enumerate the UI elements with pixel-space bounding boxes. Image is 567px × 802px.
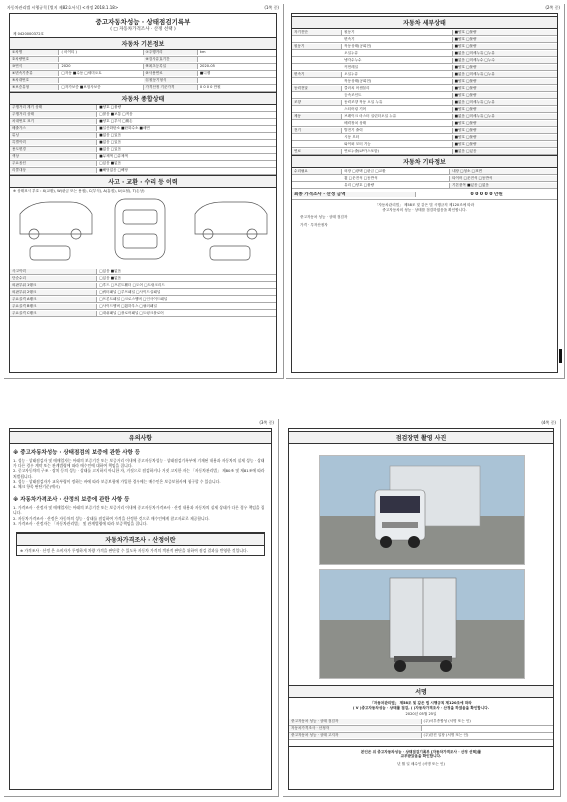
definition-box [16,532,265,556]
table-cell: ■해당없음 □해당 [99,168,128,173]
certification-text: 「자동차관리법」 제58조 및 같은 법 시행규칙 제120조에 따라 [374,203,475,207]
table-row [10,133,276,140]
page-number: (4쪽 중) [541,420,556,425]
page-header [7,420,274,426]
table-cell: 중고자동차 성능 · 상태 점검자 [289,719,422,724]
table-row [10,161,276,168]
table-cell: ■양호 □불량 [453,107,557,112]
scroll-marker [559,349,562,363]
front-view-outline [30,246,70,260]
table-row [10,126,276,133]
table-row [292,71,557,78]
form-page-4 [282,418,560,796]
form-frame [9,13,277,373]
table-cell: 오일누유 [342,72,452,77]
page-subtitle: ( □ 자동차가격조사 · 산정 선택 ) [110,27,176,32]
table-cell: ■없음 □미세누유 □누유 [453,51,557,56]
table-row [292,85,557,92]
table-row [292,127,557,134]
table-cell: ■양호 □불량 [453,142,557,147]
table-cell: ■양호 □불량 [99,105,122,110]
table-row [292,78,557,85]
table-row [292,29,557,36]
table-cell: 유리 □양호 □불량 [342,183,450,188]
table-row [292,57,557,64]
page-title: 중고자동차성능 · 상태점검기록부 [95,18,191,26]
page-number: (2쪽 중) [545,5,560,10]
table-cell: 기본품목 ■있음 □없음 [450,183,557,188]
wheel-icon [440,660,452,672]
table-row [292,134,557,141]
price-warranty-heading: ※ 자동차가격조사 · 산정의 보증에 관한 사항 등 [13,497,130,504]
table-cell: 원동기 [342,30,452,35]
table-cell: 제동 [292,114,342,119]
table-cell: ■디젤 [199,71,211,76]
table-cell: (주)서부종합성 (서명 또는 인) [423,719,471,724]
table-cell: 와이퍼 모터 기능 [342,142,452,147]
table-cell: ■없음 □있음 [99,147,122,152]
wheel-icon [394,660,406,672]
truck-front-photo [319,455,525,565]
note-paragraph: 2. 자동차가격조사 · 산정은 자동차의 성능 · 상태를 점검하여 가격을 산정한 것으로 매수인에게 참고자료로 제공합니다. [13,515,210,521]
table-cell: 자동차가격조사 · 산정자 [289,726,422,731]
table-row [289,726,553,733]
table-cell: □쿼터패널 □루프패널 □사이드실패널 [99,289,161,294]
table-row [10,147,276,154]
table-cell: 스티어링 기어 [342,107,452,112]
table-cell: ( 마이티 ) [59,50,143,55]
table-cell: ■없음 □미세누유 □누유 [453,114,557,119]
table-row [292,141,557,148]
table-cell: □많음 ■보통 □적음 [99,112,133,117]
table-cell: ⑨최초등록일 [144,64,198,69]
table-cell: 외판부위 2랭크 [10,290,97,295]
table-cell: 사고이력 [10,269,97,274]
table-cell: ■양호 □불량 [453,65,557,70]
rear-view-outline [210,246,250,260]
table-cell: ■양호 □불량 [453,79,557,84]
table-cell: ■양호 □불량 [453,86,557,91]
table-cell: 2020-05 [199,64,215,69]
table-cell: ■없음 □있음 [99,140,122,145]
table-cell: 튜닝 [10,133,97,138]
table-row [10,71,276,78]
table-cell: ■없음 □있음 [453,149,557,154]
table-cell: 주행거리 계기 상태 [10,105,97,110]
form-frame [9,428,272,790]
table-cell: ■양호 □불량 [453,44,557,49]
table-cell: 자기진단 [292,30,342,35]
table-cell: 연료누출(LP가스포함) [342,149,452,154]
signature-text: 「자동차관리법」 제58조 및 같은 법 시행규칙 제120조에 따라 [370,701,472,705]
page-header [286,420,556,426]
table-cell: (주)한진 일장 (서명 또는 인) [423,733,469,738]
table-cell: 작동상태(공회전) [342,44,452,49]
table-cell: 외장 □광택 □판금 □교환 [342,169,450,174]
table-cell: ■없음 □미세누수 □누수 [453,58,557,63]
section-general: 자동차 종합상태 [10,92,276,105]
table-cell: ■없음 □있음 [99,133,122,138]
table-cell: 발전기 출력 [342,128,452,133]
table-cell: 배력장치 상태 [342,121,452,126]
table-cell: 특별이력 [10,140,97,145]
rear-glass-outline [123,234,157,248]
table-cell: ①차명 [10,50,59,55]
truck-rear-photo [319,569,525,679]
table-cell: 주요골격 A랭크 [10,297,97,302]
section-etc: 자동차 기타정보 [292,155,557,168]
table-cell: □사이드멤버 □휠하우스 □필러패널 [99,303,157,308]
page-number: (3쪽 중) [259,420,274,425]
final-price-row [292,189,557,200]
table-cell: □있음 ■없음 [99,268,122,273]
table-row [292,168,557,175]
table-cell: □프론트패널 □크로스멤버 □인사이드패널 [99,296,168,301]
definition-box-text: ※ 가격조사 · 산정 은 소비자가 투명하게 차량 가격을 판단할 수 있도록 자동차 가격의 객관적 판단을 위하여 점검 결과를 반영한 것입니다. [20,548,248,554]
table-cell: 등속조인트 [342,93,452,98]
table-row [10,50,276,57]
final-price-label: 최종 가격조사 · 산정 금액 [292,192,416,197]
table-cell: □후드 □프론트휀더 □도어 □트렁크리드 [99,282,165,287]
table-row [292,99,557,106]
table-cell: 가격산정 기준가격 [144,85,198,90]
car-side-left-outline [20,202,92,234]
table-row [292,50,557,57]
appraiser-signature-line: 가격 · 투자산정자 [300,222,328,227]
table-cell: ■양호 □불량 [453,37,557,42]
note-paragraph: 4. 체크 항목 판단기준(예시) [13,484,60,490]
wheel-icon [380,536,392,548]
table-cell: ■없음 □미세누유 □누유 [453,100,557,105]
page-header [289,5,560,11]
table-row [292,148,557,155]
table-cell: km [199,50,206,55]
table-cell: ③연식 [10,64,59,69]
table-cell: 색상 [10,154,97,159]
windshield-outline [123,210,157,224]
table-row [292,175,557,182]
table-cell: ②차량번호 [10,57,59,62]
table-cell: ④변속기종류 [10,71,59,76]
table-cell: ⑤차대번호 [10,78,59,83]
table-row [10,168,276,175]
table-row [10,289,276,296]
note-paragraph: 1. 가격조사 · 산정자 및 매매업자는 아래의 보증기간 또는 보증거리 이내에 중고자동차가격조사 · 산정 내용과 자동차의 실제 상태가 다른 경우 책임을 집니다. [13,505,265,516]
table-cell: 휠 □운전석 □동반석 [342,176,450,181]
table-row [10,275,276,282]
inspector-signature-line: 중고자동차 성능 · 상태 점검자 [300,215,348,220]
table-cell: 배출가스 [10,126,97,131]
table-cell: ■없음 □미세누유 □누유 [453,72,557,77]
photo-section-title: 점검장면 촬영 사진 [289,431,553,444]
vehicle-diagram [10,194,276,264]
table-row [10,140,276,147]
document-number: 제 0420000372호 [13,32,44,36]
etc-info-table [292,168,557,189]
page-header [7,5,279,11]
note-paragraph: 1. 성능 · 상태점검자 및 매매업자는 아래의 보증기간 또는 보증거리 이내에 중고자동차성능 · 상태점검기록부에 기재된 내용과 자동차의 실제 성능 · 상태가 다른 경우 계약 또는 관계법령에 따라 매수인에 대하여 책임을 집니다. [13,458,265,469]
table-cell: 내장 □청소 □표면 [450,169,557,174]
wheel-icon [408,536,420,548]
table-cell: ⑩사용연료 [144,71,198,76]
table-row [10,282,276,289]
table-cell: ■양호 □불량 [453,30,557,35]
table-cell: ■무채색 □유채색 [99,154,128,159]
table-cell: 주행거리 상태 [10,112,97,117]
windshield [380,496,420,513]
table-cell: □대쉬패널 □플로어패널 □트렁크플로어 [99,310,164,315]
signature-text-2: ( V )중고자동차성능 · 상태를 점검, ( )자동차가격조사 · 산정을 하였음을 확인합니다. [352,705,490,710]
table-cell: 주요골격 C랭크 [10,311,97,316]
table-row [10,296,276,303]
table-row [289,733,553,740]
table-cell: ⑦주행거리 [144,50,198,55]
table-cell: 연료 [292,149,342,154]
table-cell: ■양호 □불량 [453,121,557,126]
table-row [292,92,557,99]
table-cell: 단순수리 [10,276,97,281]
accident-legend: ※ 상태표시 부호 : X(교환), W(판금 또는 용접), C(부식), A(흠집), U(요철), T(손상) [13,188,145,193]
table-cell: ■양호 □부식 □훼손 [99,119,133,124]
table-row [10,57,276,64]
table-row [292,182,557,189]
table-cell: 커먼레일 [342,65,452,70]
notes-title: 유의사항 [10,431,271,444]
signer-list [289,719,553,740]
table-cell: 수리필요 [292,169,342,174]
basic-info-table [10,50,276,92]
table-cell: 주요골격 B랭크 [10,304,97,309]
section-accident: 사고 · 교환 · 수리 등 이력 [10,175,276,188]
table-cell: 용도변경 [10,147,97,152]
table-cell: 2020 [59,64,143,69]
table-cell: 클러치 어셈블리 [342,86,452,91]
form-page-3 [3,418,278,796]
table-row [10,303,276,310]
form-page-1 [3,3,283,378]
buyer-confirmation-2: 교부받았음을 확인합니다. [400,754,442,759]
buyer-confirmation: 본인은 위 중고자동차성능 · 상태점검기록부 [자동차가격조사 · 산정 선택]를 [360,749,482,754]
form-reference: 자동차관리법 시행규칙 [별지 제82호서식] <개정 2018.1.18> [7,5,119,10]
detail-status-table [292,29,557,155]
table-row [10,268,276,275]
table-cell: 동력조향 작동 오일 누유 [342,100,452,105]
grille [382,522,418,528]
table-cell: □자동 ■수동 □세미오토 [59,71,143,76]
table-cell: 외판부위 1랭크 [10,283,97,288]
final-price-value: 0 0 0 0 0 만원 [470,191,503,197]
table-cell: ■일산화탄소 ■탄화수소 ■매연 [99,126,150,131]
table-row [10,64,276,71]
table-cell: ⑪원동기형식 [144,78,198,83]
table-row [10,85,276,92]
form-frame [288,428,554,790]
table-row [10,154,276,161]
table-cell: 조향 [292,100,342,105]
table-cell: 리콜대상 [10,168,97,173]
table-cell: 오일누유 [342,51,452,56]
table-row [292,113,557,120]
certification-text-2: 중고자동차의 성능 · 상태를 점검하였음을 확인합니다. [382,207,467,212]
page-number: (1쪽 중) [264,5,279,10]
signature-date: 2020년 05월 25일 [405,712,437,717]
definition-box-title: 자동차가격조사 · 산정이란 [17,533,264,546]
table-cell: □있음 ■없음 [99,161,122,166]
table-cell: 작동상태(공회전) [342,79,452,84]
table-row [292,106,557,113]
table-cell: ■양호 □불량 [453,135,557,140]
form-page-2 [285,3,564,378]
table-cell: 브레이크 마스터 실린더오일 누유 [342,114,452,119]
table-cell: ■양호 □불량 [453,93,557,98]
note-paragraph: 3. 성능 · 상태점검자가 교육부령이 정하는 바에 따라 보증보험에 가입한 경우에는 매수인은 보증보험사에 청구할 수 있습니다. [13,478,221,484]
table-row [10,78,276,85]
table-cell: 차대번호 표기 [10,119,97,124]
accident-table [10,268,276,317]
table-row [10,310,276,317]
table-cell: 원동기 [292,44,342,49]
section-detail: 자동차 세부상태 [292,16,557,29]
table-cell: 전기 [292,128,342,133]
table-cell: □있음 ■없음 [99,275,122,280]
car-top-outline [115,199,165,259]
table-row [292,64,557,71]
section-basic: 자동차 기본정보 [10,37,276,50]
table-cell: 냉각수누수 [342,58,452,63]
table-row [289,719,553,726]
note-paragraph: 2. 중고자동차의 구조 · 장치 등의 성능 · 상태를 고지하지 아니한 자, 거짓으로 점검하거나 거짓 고지한 자는 「자동차관리법」 제80조 및 제81조에 따라 처벌됩니다. [13,468,265,479]
table-row [10,112,276,119]
table-row [292,43,557,50]
table-cell: 주요옵션 [10,161,97,166]
table-row [10,119,276,126]
signature-section-title: 서명 [289,685,553,698]
table-cell: ⑧검사유효기간 [144,57,198,62]
note-paragraph: 3. 가격조사 · 산정자는 「자동차관리법」 및 관계법령에 따라 보증책임을 집니다. [13,520,148,526]
table-cell: 변속기 [292,72,342,77]
table-row [10,105,276,112]
table-row [292,36,557,43]
buyer-signature-line: 년 월 일 매수인 (서명 또는 인) [397,761,445,766]
form-frame [291,13,558,373]
warranty-heading: ※ 중고자동차성능 · 상태점검의 보증에 관한 사항 등 [13,450,141,456]
table-cell: 동력전달 [292,86,342,91]
table-cell: 변속기 [342,37,452,42]
table-cell: 0 0 0 0 만원 [199,85,221,90]
table-cell: 시동 모터 [342,135,452,140]
table-cell: ■양호 □불량 [453,128,557,133]
general-status-table [10,105,276,175]
table-cell: ⑥보증유형 [10,85,59,90]
table-row [292,120,557,127]
table-cell: 타이어 □운전석 □동반석 [450,176,557,181]
table-cell: □자가보증 ■보험사보증 [59,85,143,90]
table-cell: 중고자동차 성능 · 상태 고지자 [289,733,422,738]
